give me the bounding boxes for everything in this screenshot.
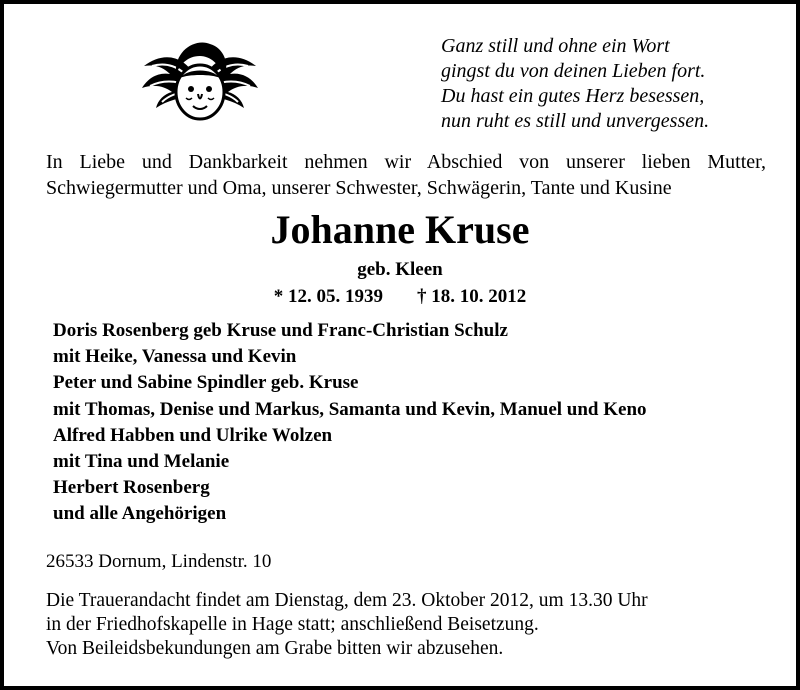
birth-name: geb. Kleen [357, 259, 443, 280]
service-notice [46, 589, 648, 661]
notice-line: Die Trauerandacht findet am Dienstag, dem 23. Oktober 2012, um 13.30 Uhr [46, 590, 648, 611]
notice-line: Von Beileidsbekundungen am Grabe bitten wir abzusehen. [46, 638, 504, 659]
address: 26533 Dornum, Lindenstr. 10 [46, 551, 272, 572]
intro-text [46, 149, 766, 201]
poem-line: Du hast ein gutes Herz besessen, [441, 85, 705, 107]
poem-line: Ganz still und ohne ein Wort [441, 35, 670, 57]
notice-line: in der Friedhofskapelle in Hage statt; anschließend Beisetzung. [46, 614, 539, 635]
poem-line: nun ruht es still und unvergessen. [441, 110, 710, 132]
survivor-line: Peter und Sabine Spindler geb. Kruse [53, 372, 359, 394]
deceased-name: Johanne Kruse [270, 207, 530, 252]
survivor-line: Doris Rosenberg geb Kruse und Franc-Christian Schulz [53, 320, 508, 341]
survivor-line: mit Tina und Melanie [53, 450, 230, 472]
survivor-line: Herbert Rosenberg [53, 477, 210, 499]
intro-line: In Liebe und Dankbarkeit nehmen wir Abschied von unserer lieben Mutter, [46, 151, 766, 173]
poem-line: gingst du von deinen Lieben fort. [441, 60, 706, 82]
survivor-line: und alle Angehörigen [53, 503, 227, 525]
survivor-line: Alfred Habben und Ulrike Wolzen [53, 424, 333, 446]
survivors-list [53, 318, 647, 528]
birth-date: * 12. 05. 1939 [273, 286, 383, 307]
intro-line: Schwiegermutter und Oma, unserer Schwester, Schwägerin, Tante und Kusine [46, 177, 672, 199]
death-date: † 18. 10. 2012 [417, 286, 527, 307]
poem [441, 34, 709, 134]
cherub-icon [136, 34, 264, 130]
survivor-line: mit Thomas, Denise und Markus, Samanta und Kevin, Manuel und Keno [53, 398, 647, 420]
life-dates [4, 284, 796, 310]
survivor-line: mit Heike, Vanessa und Kevin [53, 346, 297, 368]
